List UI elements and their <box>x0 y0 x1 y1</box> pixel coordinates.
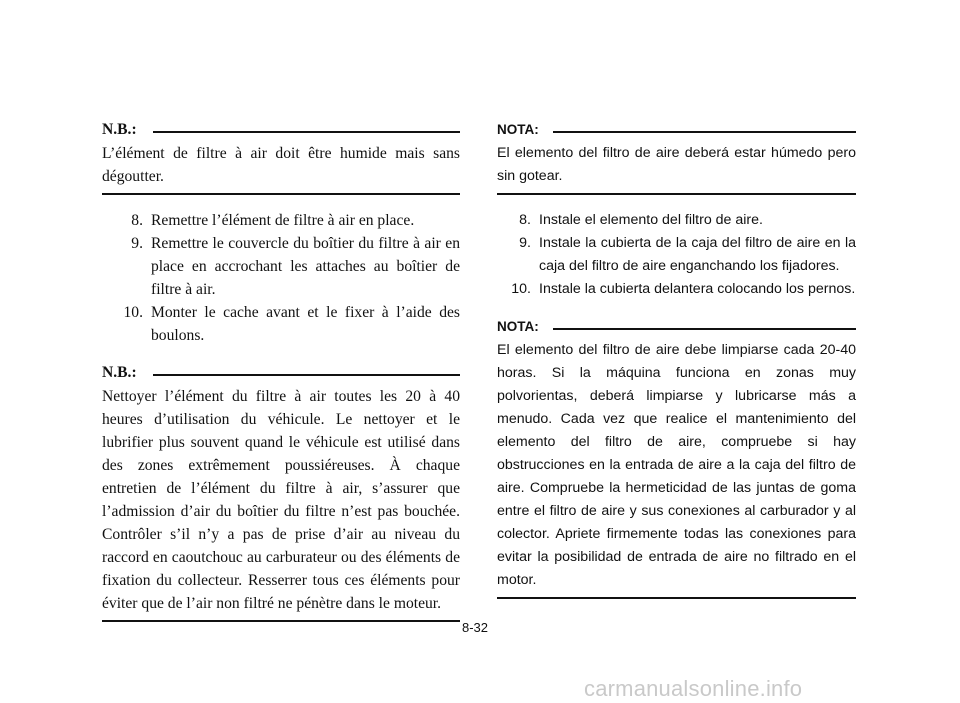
note-text: El elemento del filtro de aire deberá estar húmedo pero sin gotear. <box>497 145 856 184</box>
note-header <box>497 313 856 339</box>
list-item <box>102 209 460 232</box>
french-column <box>102 116 460 622</box>
note-text: L’élément de filtre à air doit être humide mais sans dégoutter. <box>102 145 460 185</box>
step-text: Instale el elemento del filtro de aire. <box>539 212 763 228</box>
note-rule <box>153 131 460 133</box>
step-list <box>497 209 856 301</box>
note-label: N.B.: <box>102 120 137 138</box>
step-text: Remettre le couvercle du boîtier du filtre à air en place en accrochant les attaches au boîtier de filtre à air. <box>151 235 460 298</box>
step-number: 8. <box>131 212 143 229</box>
note-block <box>497 313 856 599</box>
list-item <box>102 301 460 347</box>
step-number: 8. <box>519 212 531 228</box>
step-text: Monter le cache avant et le fixer à l’aide des boulons. <box>151 304 460 344</box>
page-number: 8-32 <box>462 620 489 635</box>
note-rule <box>553 328 856 330</box>
note-end-rule <box>102 620 460 622</box>
note-header <box>102 116 460 142</box>
note-header <box>497 116 856 142</box>
note-text: El elemento del filtro de aire debe limpiarse cada 20-40 horas. Si la máquina funciona en zonas muy polvorientas, deberá limpiarse y lubricarse más a menudo. Cada vez que realice el mantenimiento del elemento del filtro de aire, compruebe si hay obstrucciones en la entrada de aire a la caja del filtro de aire. Compruebe la hermeticidad de las juntas de goma entre el filtro de aire y sus conexiones al carburador y al colector. Apriete firmemente todas las conexiones para evitar la posibilidad de entrada de aire no filtrado en el motor. <box>497 342 856 588</box>
note-end-rule <box>497 193 856 195</box>
note-label: NOTA: <box>497 318 539 334</box>
step-number: 9. <box>519 235 531 251</box>
list-item <box>497 209 856 232</box>
step-number: 10. <box>511 281 531 297</box>
note-label: N.B.: <box>102 363 137 381</box>
step-list <box>102 209 460 347</box>
note-end-rule <box>102 193 460 195</box>
list-item <box>497 278 856 301</box>
step-text: Instale la cubierta de la caja del filtro de aire en la caja del filtro de aire enganchando los fijadores. <box>539 235 856 274</box>
note-rule <box>553 131 856 133</box>
step-text: Instale la cubierta delantera colocando los pernos. <box>539 281 856 297</box>
list-item <box>102 232 460 301</box>
note-end-rule <box>497 597 856 599</box>
note-label: NOTA: <box>497 121 539 137</box>
note-text: Nettoyer l’élément du filtre à air toutes les 20 à 40 heures d’utilisation du véhicule. Le nettoyer et le lubrifier plus souvent quand le véhicule est utilisé dans des zones extrêmement poussiéreuses. À chaque entretien de l’élément du filtre à air, s’assurer que l’admission d’air du boîtier du filtre n’est pas bouchée. Contrôler s’il n’y a pas de prise d’air au niveau du raccord en caoutchouc au carburateur ou des éléments de fixation du collecteur. Resserrer tous ces éléments pour éviter que de l’air non filtré ne pénètre dans le moteur. <box>102 388 460 612</box>
watermark: carmanualsonline.info <box>584 676 803 701</box>
step-text: Remettre l’élément de filtre à air en place. <box>151 212 415 229</box>
step-number: 10. <box>123 304 143 321</box>
note-block <box>102 359 460 622</box>
note-rule <box>153 374 460 376</box>
step-number: 9. <box>131 235 143 252</box>
spanish-column <box>497 116 856 599</box>
note-header <box>102 359 460 385</box>
list-item <box>497 232 856 278</box>
